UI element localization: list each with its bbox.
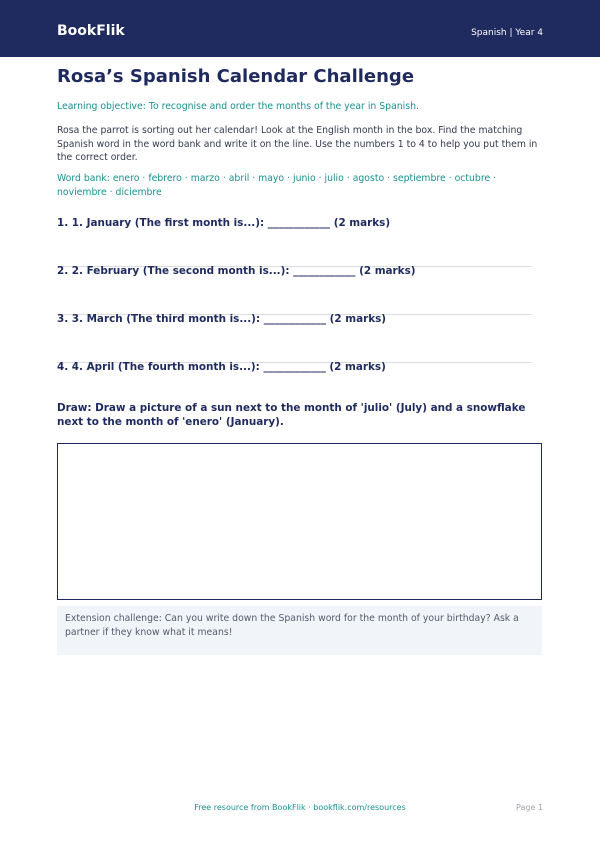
instructions: Rosa the parrot is sorting out her calendar! Look at the English month in the box. Find the matching Spanish word in the word bank and write it on the line. Use the numbers 1 to 4 to help you put them in the correct order. [57, 125, 538, 164]
extension-challenge: Extension challenge: Can you write down the Spanish word for the month of your birthday? Ask a partner if they know what it means! [57, 606, 542, 655]
page-number: Page 1 [516, 803, 543, 812]
page-header [0, 0, 600, 57]
question-4: 4. 4. April (The fourth month is...): ____________ (2 marks) [57, 361, 386, 373]
brand-logo: BookFlik [57, 23, 125, 39]
subject-label: Spanish | Year 4 [471, 28, 543, 38]
footer-resource: Free resource from BookFlik · bookflik.com/resources [194, 803, 406, 812]
question-3: 3. 3. March (The third month is...): ____________ (2 marks) [57, 313, 387, 325]
drawing-area[interactable] [57, 443, 542, 600]
draw-instruction: Draw: Draw a picture of a sun next to the month of 'julio' (July) and a snowflake next to the month of 'enero' (January). [57, 402, 526, 428]
learning-objective: Learning objective: To recognise and order the months of the year in Spanish. [57, 101, 419, 112]
question-1: 1. 1. January (The first month is...): ____________ (2 marks) [57, 217, 391, 229]
word-bank: Word bank: enero · febrero · marzo · abril · mayo · junio · julio · agosto · septiembre · octubre · noviembre · diciembre [57, 173, 497, 198]
question-2: 2. 2. February (The second month is...): ____________ (2 marks) [57, 265, 416, 277]
page-title: Rosa’s Spanish Calendar Challenge [57, 66, 415, 87]
